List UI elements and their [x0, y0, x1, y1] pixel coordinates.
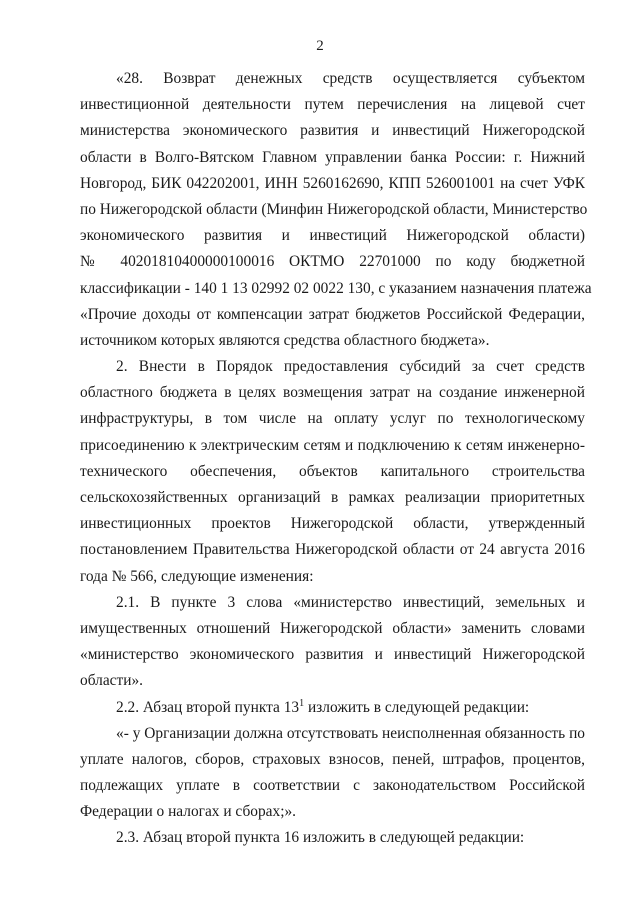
text-line: министерства экономического развития и инвестиций Нижегородской [80, 122, 585, 140]
superscript: 1 [299, 697, 305, 709]
text-line: года № 566, следующие изменения: [80, 567, 314, 585]
text-line: источником которых являются средства областного бюджета». [80, 331, 490, 349]
text-line: «министерство экономического развития и инвестиций Нижегородской [80, 646, 585, 664]
text-line: инвестиционной деятельности путем перечисления на лицевой счет [80, 96, 585, 114]
text-line: постановлением Правительства Нижегородской области от 24 августа 2016 [80, 541, 585, 559]
text-line: Федерации о налогах и сборах;». [80, 803, 297, 821]
text-line-tail: изложить в следующей редакции: [304, 698, 530, 716]
text-line: классификации - 140 1 13 02992 02 0022 130, с указанием назначения платежа [80, 279, 592, 297]
text-line: 2.3. Абзац второй пункта 16 изложить в следующей редакции: [116, 829, 525, 847]
text-line: технического обеспечения, объектов капитального строительства [80, 462, 585, 480]
text-line: инфраструктуры, в том числе на оплату услуг по технологическому [80, 410, 585, 428]
text-line: «- у Организации должна отсутствовать неисполненная обязанность по [116, 724, 585, 742]
text-line: области в Волго-Вятском Главном управлении банка России: г. Нижний [80, 148, 585, 166]
text-line: по Нижегородской области (Минфин Нижегородской области, Министерство [80, 200, 588, 218]
text-line: сельскохозяйственных организаций в рамках реализации приоритетных [80, 489, 585, 506]
text-line-head: 2.2. Абзац второй пункта 13 [116, 698, 300, 716]
text-line: области». [80, 672, 143, 690]
text-line: «Прочие доходы от компенсации затрат бюджетов Российской Федерации, [80, 305, 585, 323]
page-number: 2 [316, 38, 324, 54]
text-line: областного бюджета в целях возмещения затрат на создание инженерной [80, 384, 585, 402]
text-line: «28. Возврат денежных средств осуществляется субъектом [116, 70, 585, 87]
text-line: инвестиционных проектов Нижегородской области, утвержденный [80, 515, 585, 533]
text-line: присоединению к электрическим сетям и подключению к сетям инженерно- [80, 436, 585, 454]
text-line: 2.1. В пункте 3 слова «министерство инвестиций, земельных и [116, 593, 585, 611]
text-line: 2. Внести в Порядок предоставления субсидий за счет средств [116, 358, 585, 376]
text-line: подлежащих уплате в соответствии с законодательством Российской [80, 777, 585, 795]
text-line: имущественных отношений Нижегородской области» заменить словами [80, 619, 585, 637]
document-body [80, 66, 592, 852]
text-line: Новгород, БИК 042202001, ИНН 5260162690, КПП 526001001 на счет УФК [80, 174, 585, 192]
text-line-with-superscript [80, 695, 585, 721]
text-line: экономического развития и инвестиций Нижегородской области) [80, 227, 585, 245]
text-line: уплате налогов, сборов, страховых взносов, пеней, штрафов, процентов, [80, 750, 585, 768]
text-line: № 40201810400000100016 ОКТМО 22701000 по коду бюджетной [80, 253, 585, 271]
